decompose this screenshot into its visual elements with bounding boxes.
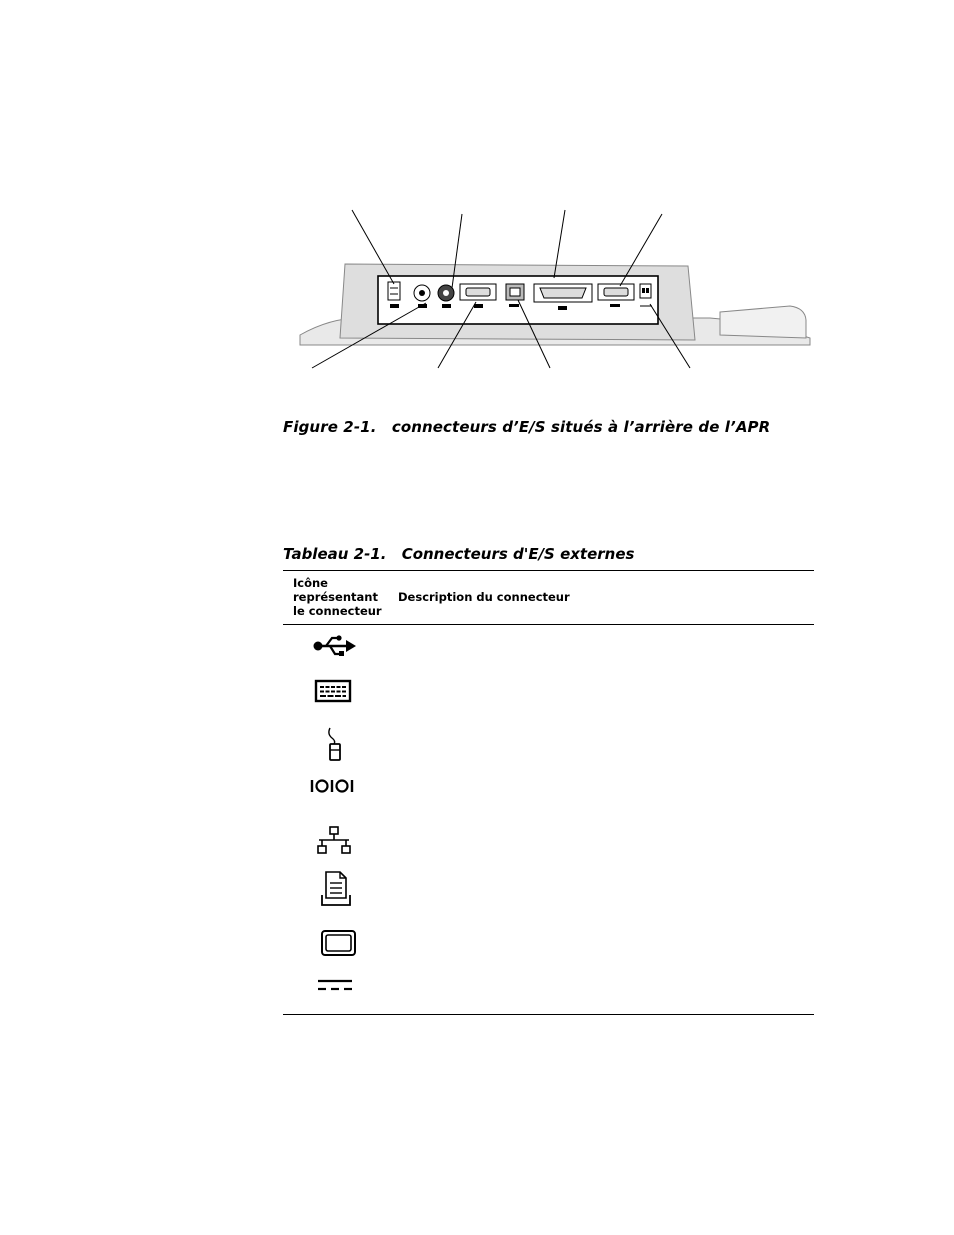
- table-bottom-rule: [283, 1014, 814, 1015]
- port-replicator-illustration: [290, 200, 820, 380]
- figure-title: connecteurs d’E/S situés à l’arrière de l’APR: [391, 418, 771, 436]
- table-title: Connecteurs d'E/S externes: [401, 545, 635, 563]
- table-caption: [283, 545, 634, 563]
- network-icon: [310, 822, 360, 860]
- column-header-description: Description du connecteur: [398, 590, 570, 604]
- table-header-rule: [283, 624, 814, 625]
- column-header-icon: Icône représentant le connecteur: [293, 576, 382, 618]
- serial-icon: [310, 770, 360, 808]
- mouse-icon: [310, 724, 360, 762]
- figure-label: Figure 2-1.: [283, 418, 377, 436]
- monitor-icon: [310, 926, 360, 964]
- table-top-rule: [283, 570, 814, 571]
- usb-icon: [310, 628, 360, 666]
- figure-caption: [283, 418, 770, 436]
- dc-power-icon: [310, 970, 360, 1008]
- keyboard-icon: [310, 674, 360, 712]
- printer-icon: [310, 868, 360, 912]
- table-label: Tableau 2-1.: [283, 545, 387, 563]
